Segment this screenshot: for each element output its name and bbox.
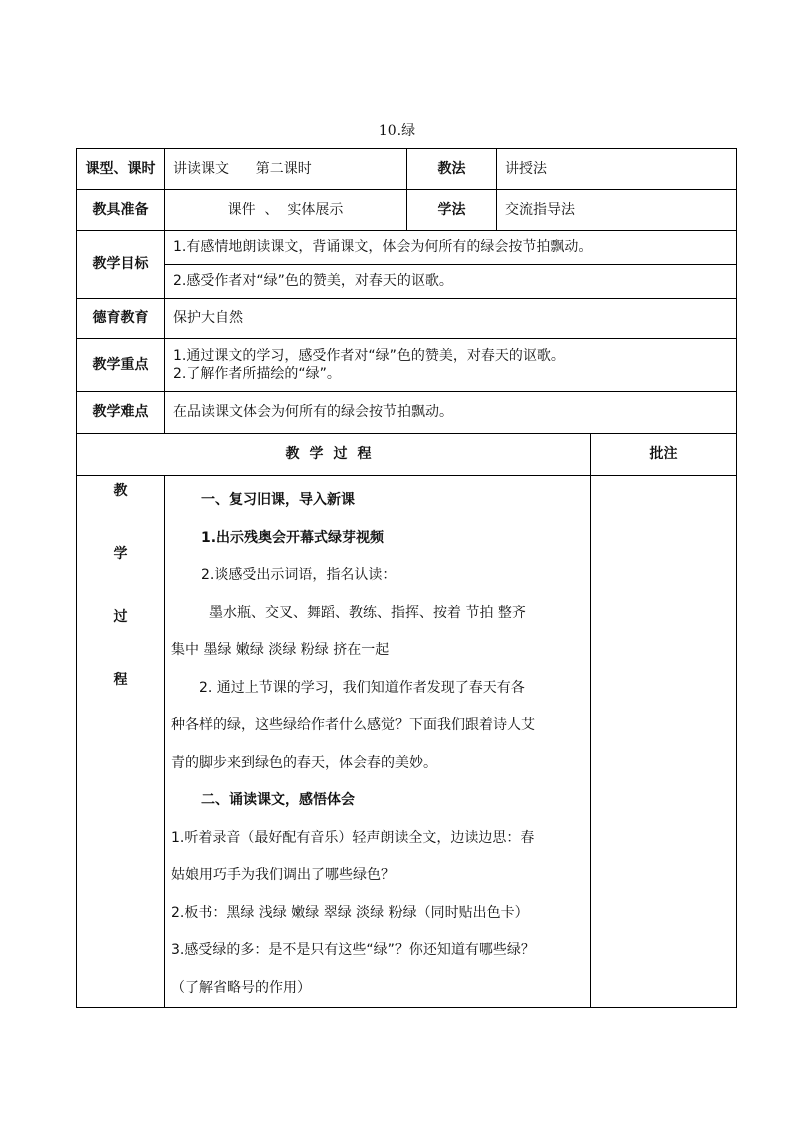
word-list: 墨水瓶、交叉、舞蹈、教练、指挥、按着 节拍 整齐: [209, 604, 526, 621]
study-value: 交流指导法: [497, 190, 737, 231]
section-heading: 二、诵读课文，感悟体会: [201, 792, 355, 808]
paragraph-line: 2. 通过上节课的学习，我们知道作者发现了春天有各: [199, 679, 525, 696]
paragraph-line: 1.听着录音（最好配有音乐）轻声朗读全文，边读边思：春: [171, 829, 535, 846]
paragraph-line: 姑娘用巧手为我们调出了哪些绿色？: [171, 867, 395, 883]
paragraph-line: 3.感受绿的多：是不是只有这些“绿”？你还知道有哪些绿？: [171, 942, 535, 958]
note-column: [591, 476, 737, 1008]
study-label: 学法: [407, 190, 497, 231]
process-content: [165, 476, 591, 1008]
key-item-2: 2.了解作者所描绘的“绿”。: [173, 366, 341, 382]
goal-label: 教学目标: [77, 231, 165, 299]
goal-item-2: 2.感受作者对“绿”色的赞美，对春天的讴歌。: [165, 265, 737, 299]
side-char: 程: [113, 672, 128, 688]
side-char: 过: [113, 609, 128, 625]
side-char: 学: [113, 546, 128, 562]
side-char: 教: [113, 483, 128, 499]
page-title: 10.绿: [378, 123, 416, 139]
process-step: 2.谈感受出示词语，指名认读：: [201, 567, 397, 583]
method-label: 教法: [407, 149, 497, 190]
tools-label: 教具准备: [77, 190, 165, 231]
process-step: 1.出示残奥会开幕式绿芽视频: [201, 529, 385, 546]
section-heading: 一、复习旧课，导入新课: [201, 492, 355, 508]
paragraph-line: 种各样的绿，这些绿给作者什么感觉？下面我们跟着诗人艾: [171, 717, 535, 733]
type-value: 讲读课文 第二课时: [165, 149, 407, 190]
note-header: 批注: [591, 434, 737, 476]
method-value: 讲授法: [497, 149, 737, 190]
process-header: 教学过程: [77, 434, 591, 476]
tools-value: 课件 、 实体展示: [165, 190, 407, 231]
paragraph-line: 2.板书：黑绿 浅绿 嫩绿 翠绿 淡绿 粉绿（同时贴出色卡）: [171, 904, 529, 921]
paragraph-line: 青的脚步来到绿色的春天，体会春的美妙。: [171, 754, 437, 771]
difficulty-label: 教学难点: [77, 392, 165, 434]
paragraph-line: （了解省略号的作用）: [171, 979, 311, 996]
key-label: 教学重点: [77, 339, 165, 392]
goal-item-1: 1.有感情地朗读课文，背诵课文，体会为何所有的绿会按节拍飘动。: [165, 231, 737, 265]
word-list: 集中 墨绿 嫩绿 淡绿 粉绿 挤在一起: [171, 642, 390, 658]
difficulty-value: 在品读课文体会为何所有的绿会按节拍飘动。: [165, 392, 737, 434]
lesson-plan-table: [76, 148, 737, 1008]
moral-label: 德育教育: [77, 299, 165, 339]
type-label: 课型、课时: [77, 149, 165, 190]
key-item-1: 1.通过课文的学习，感受作者对“绿”色的赞美，对春天的讴歌。: [173, 348, 565, 364]
moral-value: 保护大自然: [165, 299, 737, 339]
key-points: [165, 339, 737, 392]
process-side-label: [77, 476, 165, 1008]
